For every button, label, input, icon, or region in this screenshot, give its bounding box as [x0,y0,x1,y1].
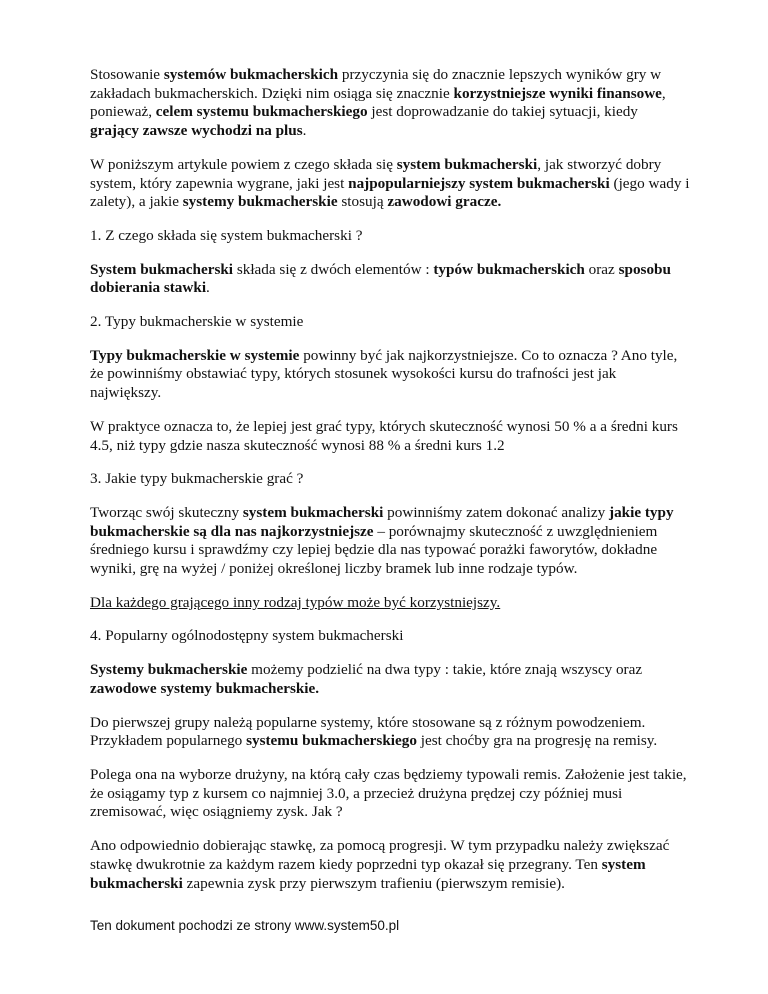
text-run: (jego wady i zalety), a jakie [90,174,690,211]
bold-run: typów bukmacherskich [433,260,585,278]
text-run: oraz [584,260,619,278]
text-run: stosują [337,193,388,211]
text-run: , jak stworzyć dobry system, który zapewnia wygrane, jaki jest [90,155,662,192]
paragraph-overview [90,156,690,212]
bold-run: Systemy bukmacherskie [90,661,248,679]
bold-run: systemów bukmacherskich [163,66,339,83]
bold-run: system bukmacherski [90,855,646,892]
text-run: . [206,279,210,297]
bold-run: Typy bukmacherskie w systemie [90,346,300,364]
bold-run: sposobu dobierania stawki [90,260,671,297]
bold-run: System bukmacherski [90,260,234,278]
bold-run: systemy bukmacherskie [182,193,338,211]
section-heading-3: 3. Jakie typy bukmacherskie grać ? [90,470,304,488]
bold-run: jakie typy bukmacherskie są dla nas najkorzystniejsze [90,503,674,540]
text-run: zapewnia zysk przy pierwszym trafieniu (pierwszym remisie). [182,874,565,892]
paragraph-draw-progression: Polega ona na wyborze drużyny, na którą cały czas będziemy typowali remis. Założenie jest takie, że osiągamy typ z kursem co najmniej 3.0, a przecież drużyna prędzej czy później musi zremisować, więc osiągniemy zysk. Jak ? [90,765,687,821]
text-run: Do pierwszej grupy należą popularne systemy, które stosowane są z różnym powodzeniem. Przykładem popularnego [90,713,646,750]
bold-run: grający zawsze wychodzi na plus [90,122,303,140]
bold-run: system bukmacherski [396,155,538,173]
paragraph-practice: W praktyce oznacza to, że lepiej jest grać typy, których skuteczność wynosi 50 % a a średni kurs 4.5, niż typy gdzie nasza skuteczność wynosi 88 % a średni kurs 1.2 [90,417,678,454]
text-run: . [302,122,307,140]
document-body [90,66,690,908]
paragraph-types [90,347,690,403]
page-footer: Ten dokument pochodzi ze strony www.system50.pl [90,918,400,933]
bold-run: system bukmacherski [242,503,384,521]
section-heading-2: 2. Typy bukmacherskie w systemie [90,313,304,331]
text-run: powinniśmy zatem dokonać analizy [383,503,610,521]
paragraph-stake-progression [90,837,690,893]
text-run: możemy podzielić na dwa typy : takie, które znają wszyscy oraz [247,661,643,679]
section-heading-4: 4. Popularny ogólnodostępny system bukmacherski [90,627,404,645]
text-run: Tworząc swój skuteczny [90,503,243,521]
paragraph-analysis [90,504,690,579]
bold-run: korzystniejsze wyniki finansowe [453,84,662,102]
paragraph-underlined-note: Dla każdego grającego inny rodzaj typów może być korzystniejszy. [90,593,501,611]
text-run: Stosowanie [90,66,164,83]
text-run: jest doprowadzanie do takiej sytuacji, kiedy [367,103,638,121]
text-run: Ano odpowiednio dobierając stawkę, za pomocą progresji. W tym przypadku należy zwiększać stawkę dwukrotnie za każdym razem kiedy poprzedni typ okazał się przegrany. Ten [90,837,670,873]
section-heading-1: 1. Z czego składa się system bukmacherski ? [90,226,363,244]
paragraph-system-types [90,661,690,698]
bold-run: celem systemu bukmacherskiego [155,103,368,121]
bold-run: zawodowe systemy bukmacherskie. [90,679,320,697]
paragraph-components [90,261,690,298]
bold-run: najpopularniejszy system bukmacherski [348,174,610,192]
text-run: jest choćby gra na progresję na remisy. [416,732,658,750]
text-run: W poniższym artykule powiem z czego składa się [90,155,397,173]
bold-run: zawodowi gracze. [387,193,502,211]
paragraph-intro [90,66,690,141]
text-run: – porównajmy skuteczność z uwzględnieniem średniego kursu i sprawdźmy czy lepiej będzie dla nas typować porażki faworytów, dokładne wyniki, grę na wyżej / poniżej określonej liczby bramek lub inne rodzaje typów. [90,522,658,578]
text-run: powinny być jak najkorzystniejsze. Co to oznacza ? Ano tyle, że powinniśmy obstawiać typy, których stosunek wysokości kursu do trafności jest jak największy. [90,346,678,402]
text-run: przyczynia się do znacznie lepszych wyników gry w zakładach bukmacherskich. Dzięki nim osiąga się znacznie [90,66,662,102]
bold-run: systemu bukmacherskiego [246,732,417,750]
paragraph-popular-systems [90,714,690,751]
text-run: , ponieważ, [90,84,666,121]
text-run: składa się z dwóch elementów : [233,260,434,278]
